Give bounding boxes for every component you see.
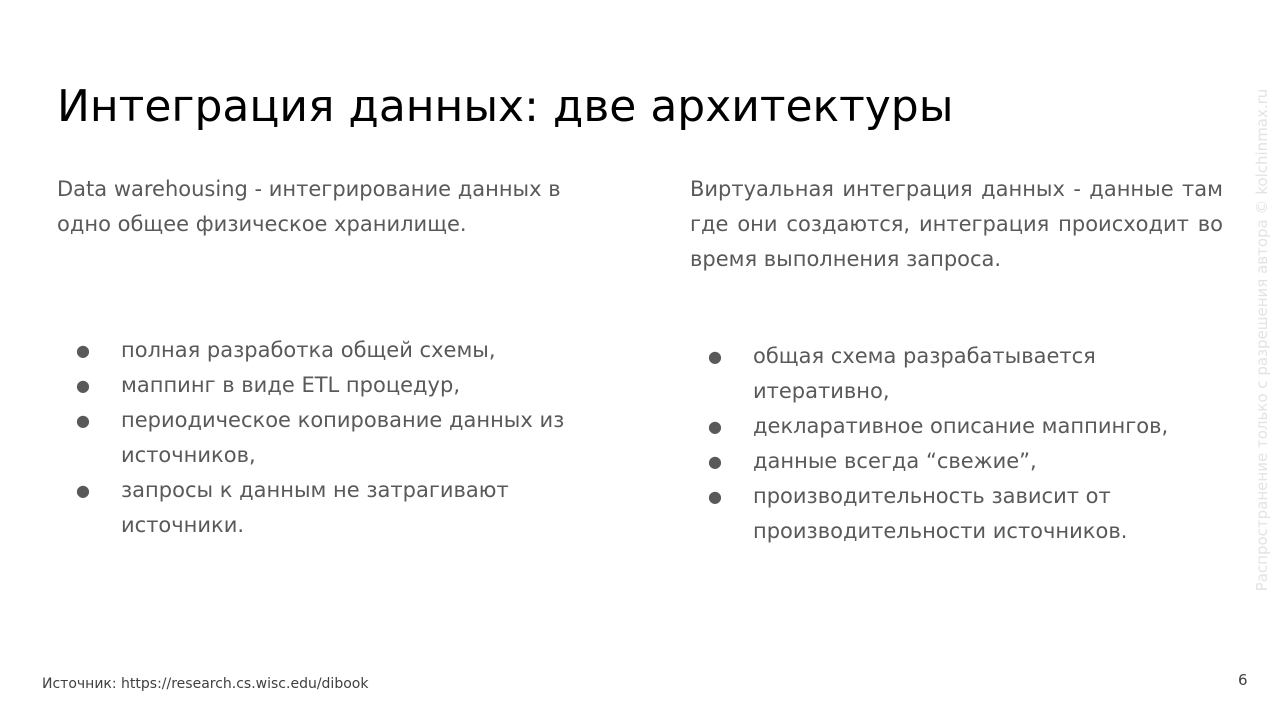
list-item bbox=[708, 339, 1228, 409]
bullet-icon: ● bbox=[76, 341, 90, 360]
virtual-integration-intro: Виртуальная интеграция данных - данные там где они создаются, интеграция происходит во время выполнения запроса. bbox=[690, 177, 1223, 271]
list-item-text: производительность зависит от производительности источников. bbox=[753, 484, 1128, 543]
list-item bbox=[708, 409, 1228, 444]
list-item bbox=[76, 333, 576, 368]
list-item-text: периодическое копирование данных из источников, bbox=[121, 408, 565, 467]
list-item bbox=[708, 444, 1228, 479]
list-item bbox=[76, 368, 576, 403]
list-item-text: запросы к данным не затрагивают источники. bbox=[121, 478, 509, 537]
warehousing-intro: Data warehousing - интегрирование данных в одно общее физическое хранилище. bbox=[57, 177, 561, 236]
bullet-icon: ● bbox=[76, 376, 90, 395]
slide-title: Интеграция данных: две архитектуры bbox=[57, 81, 954, 132]
source-citation: Источник: https://research.cs.wisc.edu/dibook bbox=[42, 676, 369, 692]
list-item-text: общая схема разрабатывается итеративно, bbox=[753, 344, 1096, 403]
bullet-icon: ● bbox=[76, 411, 90, 430]
list-item bbox=[76, 473, 576, 543]
virtual-integration-bullet-list bbox=[708, 339, 1228, 549]
page-number: 6 bbox=[1238, 671, 1248, 689]
list-item-text: декларативное описание маппингов, bbox=[753, 414, 1169, 438]
bullet-icon: ● bbox=[708, 347, 722, 366]
copyright-watermark: Распространение только с разрешения автора © kolchinmax.ru bbox=[1253, 88, 1271, 592]
bullet-icon: ● bbox=[708, 487, 722, 506]
list-item-text: полная разработка общей схемы, bbox=[121, 338, 496, 362]
list-item bbox=[76, 403, 576, 473]
list-item bbox=[708, 479, 1228, 549]
bullet-icon: ● bbox=[76, 481, 90, 500]
bullet-icon: ● bbox=[708, 452, 722, 471]
list-item-text: данные всегда “свежие”, bbox=[753, 449, 1037, 473]
warehousing-bullet-list bbox=[76, 333, 576, 543]
list-item-text: маппинг в виде ETL процедур, bbox=[121, 373, 460, 397]
bullet-icon: ● bbox=[708, 417, 722, 436]
